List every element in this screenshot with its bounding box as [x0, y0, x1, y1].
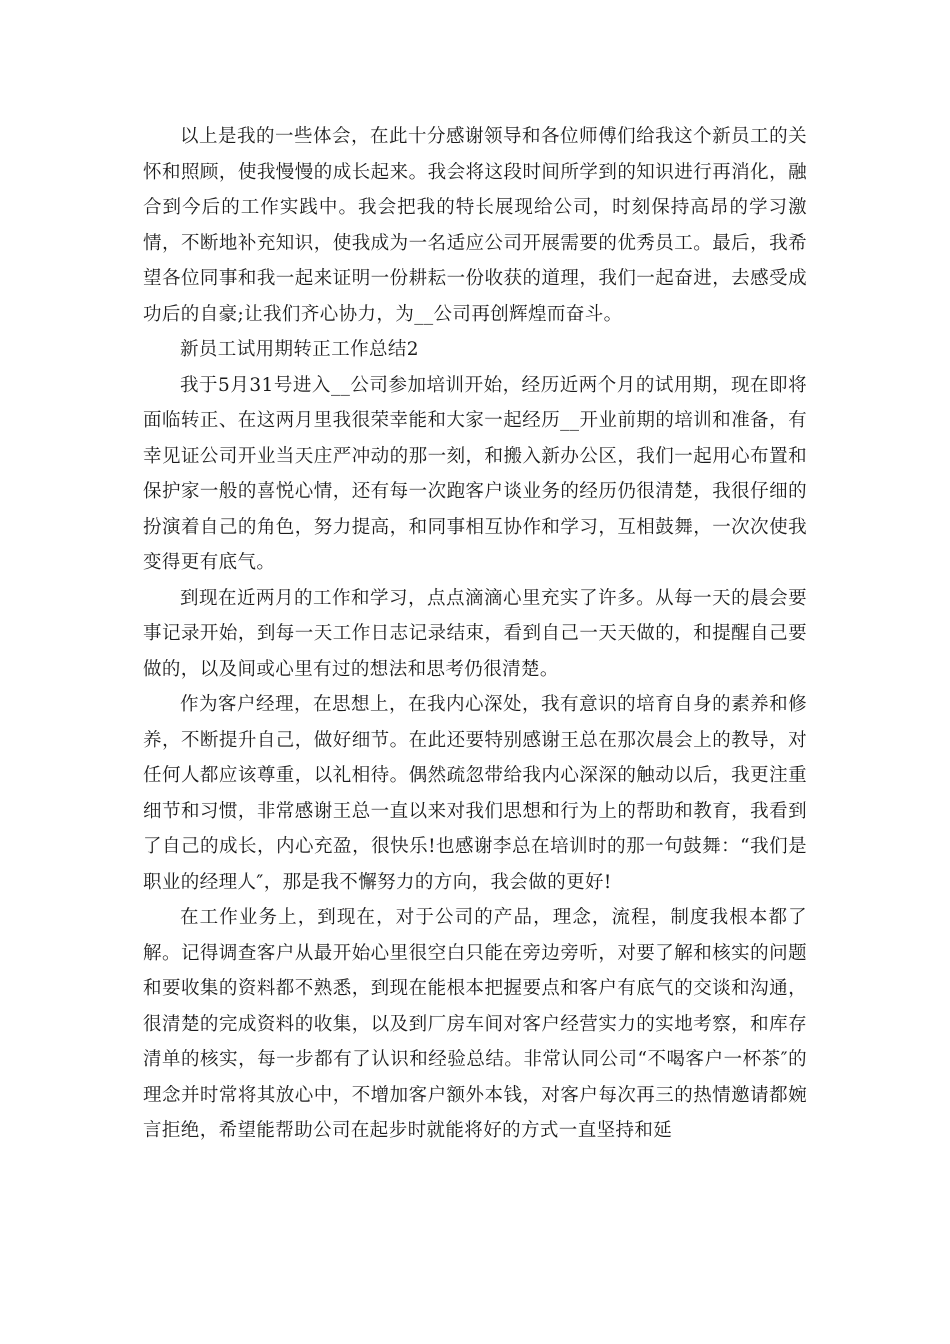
paragraph-intro: 我于5月31号进入__公司参加培训开始，经历近两个月的试用期，现在即将面临转正、在这两月里我很荣幸能和大家一起经历__开业前期的培训和准备，有幸见证公司开业当天庄严冲动的那一刻，和搬入新办公区，我们一起用心布置和保护家一般的喜悦心情，还有每一次跑客户谈业务的经历仍很清楚，我很仔细的扮演着自己的角色，努力提高，和同事相互协作和学习，互相鼓舞，一次次使我变得更有底气。: [143, 374, 807, 573]
paragraph-business: 在工作业务上，到现在，对于公司的产品，理念，流程，制度我根本都了解。记得调查客户从最开始心里很空白只能在旁边旁听，对要了解和核实的问题和要收集的资料都不熟悉，到现在能根本把握要点和客户有底气的交谈和沟通，很清楚的完成资料的收集，以及到厂房车间对客户经营实力的实地考察，和库存清单的核实，每一步都有了认识和经验总结。非常认同公司“不喝客户一杯茶″的理念并时常将其放心中，不增加客户额外本钱，对客户每次再三的热情邀请都婉言拒绝，希望能帮助公司在起步时就能将好的方式一直坚持和延: [143, 907, 807, 1141]
paragraph-closing: 以上是我的一些体会，在此十分感谢领导和各位师傅们给我这个新员工的关怀和照顾，使我慢慢的成长起来。我会将这段时间所学到的知识进行再消化，融合到今后的工作实践中。我会把我的特长展现给公司，时刻保持高昂的学习激情，不断地补充知识，使我成为一名适应公司开展需要的优秀员工。最后，我希望各位同事和我一起来证明一份耕耘一份收获的道理，我们一起奋进，去感受成功后的自豪;让我们齐心协力，为__公司再创辉煌而奋斗。: [143, 126, 807, 325]
paragraph-reflection: 到现在近两月的工作和学习，点点滴滴心里充实了许多。从每一天的晨会要事记录开始，到每一天工作日志记录结束，看到自己一天天做的，和提醒自己要做的，以及间或心里有过的想法和思考仍很清楚。: [143, 587, 807, 680]
paragraph-mindset: 作为客户经理，在思想上，在我内心深处，我有意识的培育自身的素养和修养，不断提升自己，做好细节。在此还要特别感谢王总在那次晨会上的教导，对任何人都应该尊重，以礼相待。偶然疏忽带给我内心深深的触动以后，我更注重细节和习惯，非常感谢王总一直以来对我们思想和行为上的帮助和教育，我看到了自己的成长，内心充盈，很快乐!也感谢李总在培训时的那一句鼓舞：“我们是职业的经理人″，那是我不懈努力的方向，我会做的更好!: [143, 694, 807, 893]
document-body: [143, 119, 807, 1149]
section-heading: 新员工试用期转正工作总结2: [180, 339, 419, 360]
